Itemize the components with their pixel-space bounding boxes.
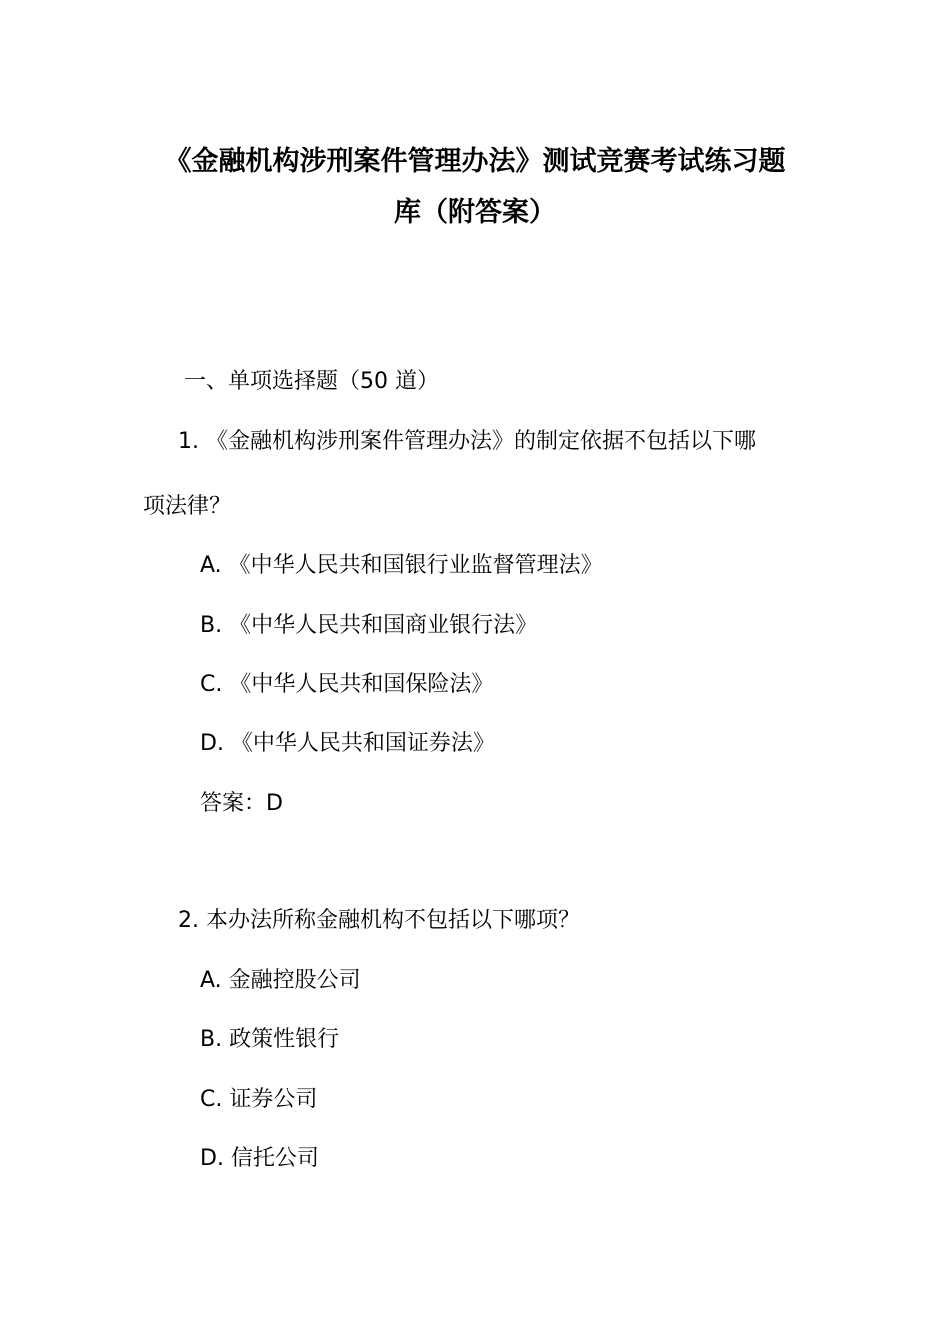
document-title-line-1: 《金融机构涉刑案件管理办法》测试竞赛考试练习题 bbox=[164, 146, 786, 177]
question-2-option-d: D. 信托公司 bbox=[200, 1146, 319, 1171]
question-2-option-a: A. 金融控股公司 bbox=[200, 968, 361, 993]
question-1-stem-line-2: 项法律？ bbox=[143, 494, 232, 519]
section-heading: 一、单项选择题（50 道） bbox=[184, 369, 439, 394]
question-1-option-a: A. 《中华人民共和国银行业监督管理法》 bbox=[200, 553, 603, 578]
question-1-option-c: C. 《中华人民共和国保险法》 bbox=[200, 672, 494, 697]
question-2-option-c: C. 证券公司 bbox=[200, 1087, 318, 1112]
question-1-option-b: B. 《中华人民共和国商业银行法》 bbox=[200, 613, 538, 638]
question-1-option-d: D. 《中华人民共和国证券法》 bbox=[200, 731, 495, 756]
question-2-stem-line-1: 2. 本办法所称金融机构不包括以下哪项？ bbox=[178, 908, 580, 933]
document-title-line-2: 库（附答案） bbox=[394, 197, 556, 228]
question-1-answer: 答案：D bbox=[200, 791, 283, 816]
question-1-stem-line-1: 1. 《金融机构涉刑案件管理办法》的制定依据不包括以下哪 bbox=[178, 429, 756, 454]
question-2-option-b: B. 政策性银行 bbox=[200, 1027, 340, 1052]
